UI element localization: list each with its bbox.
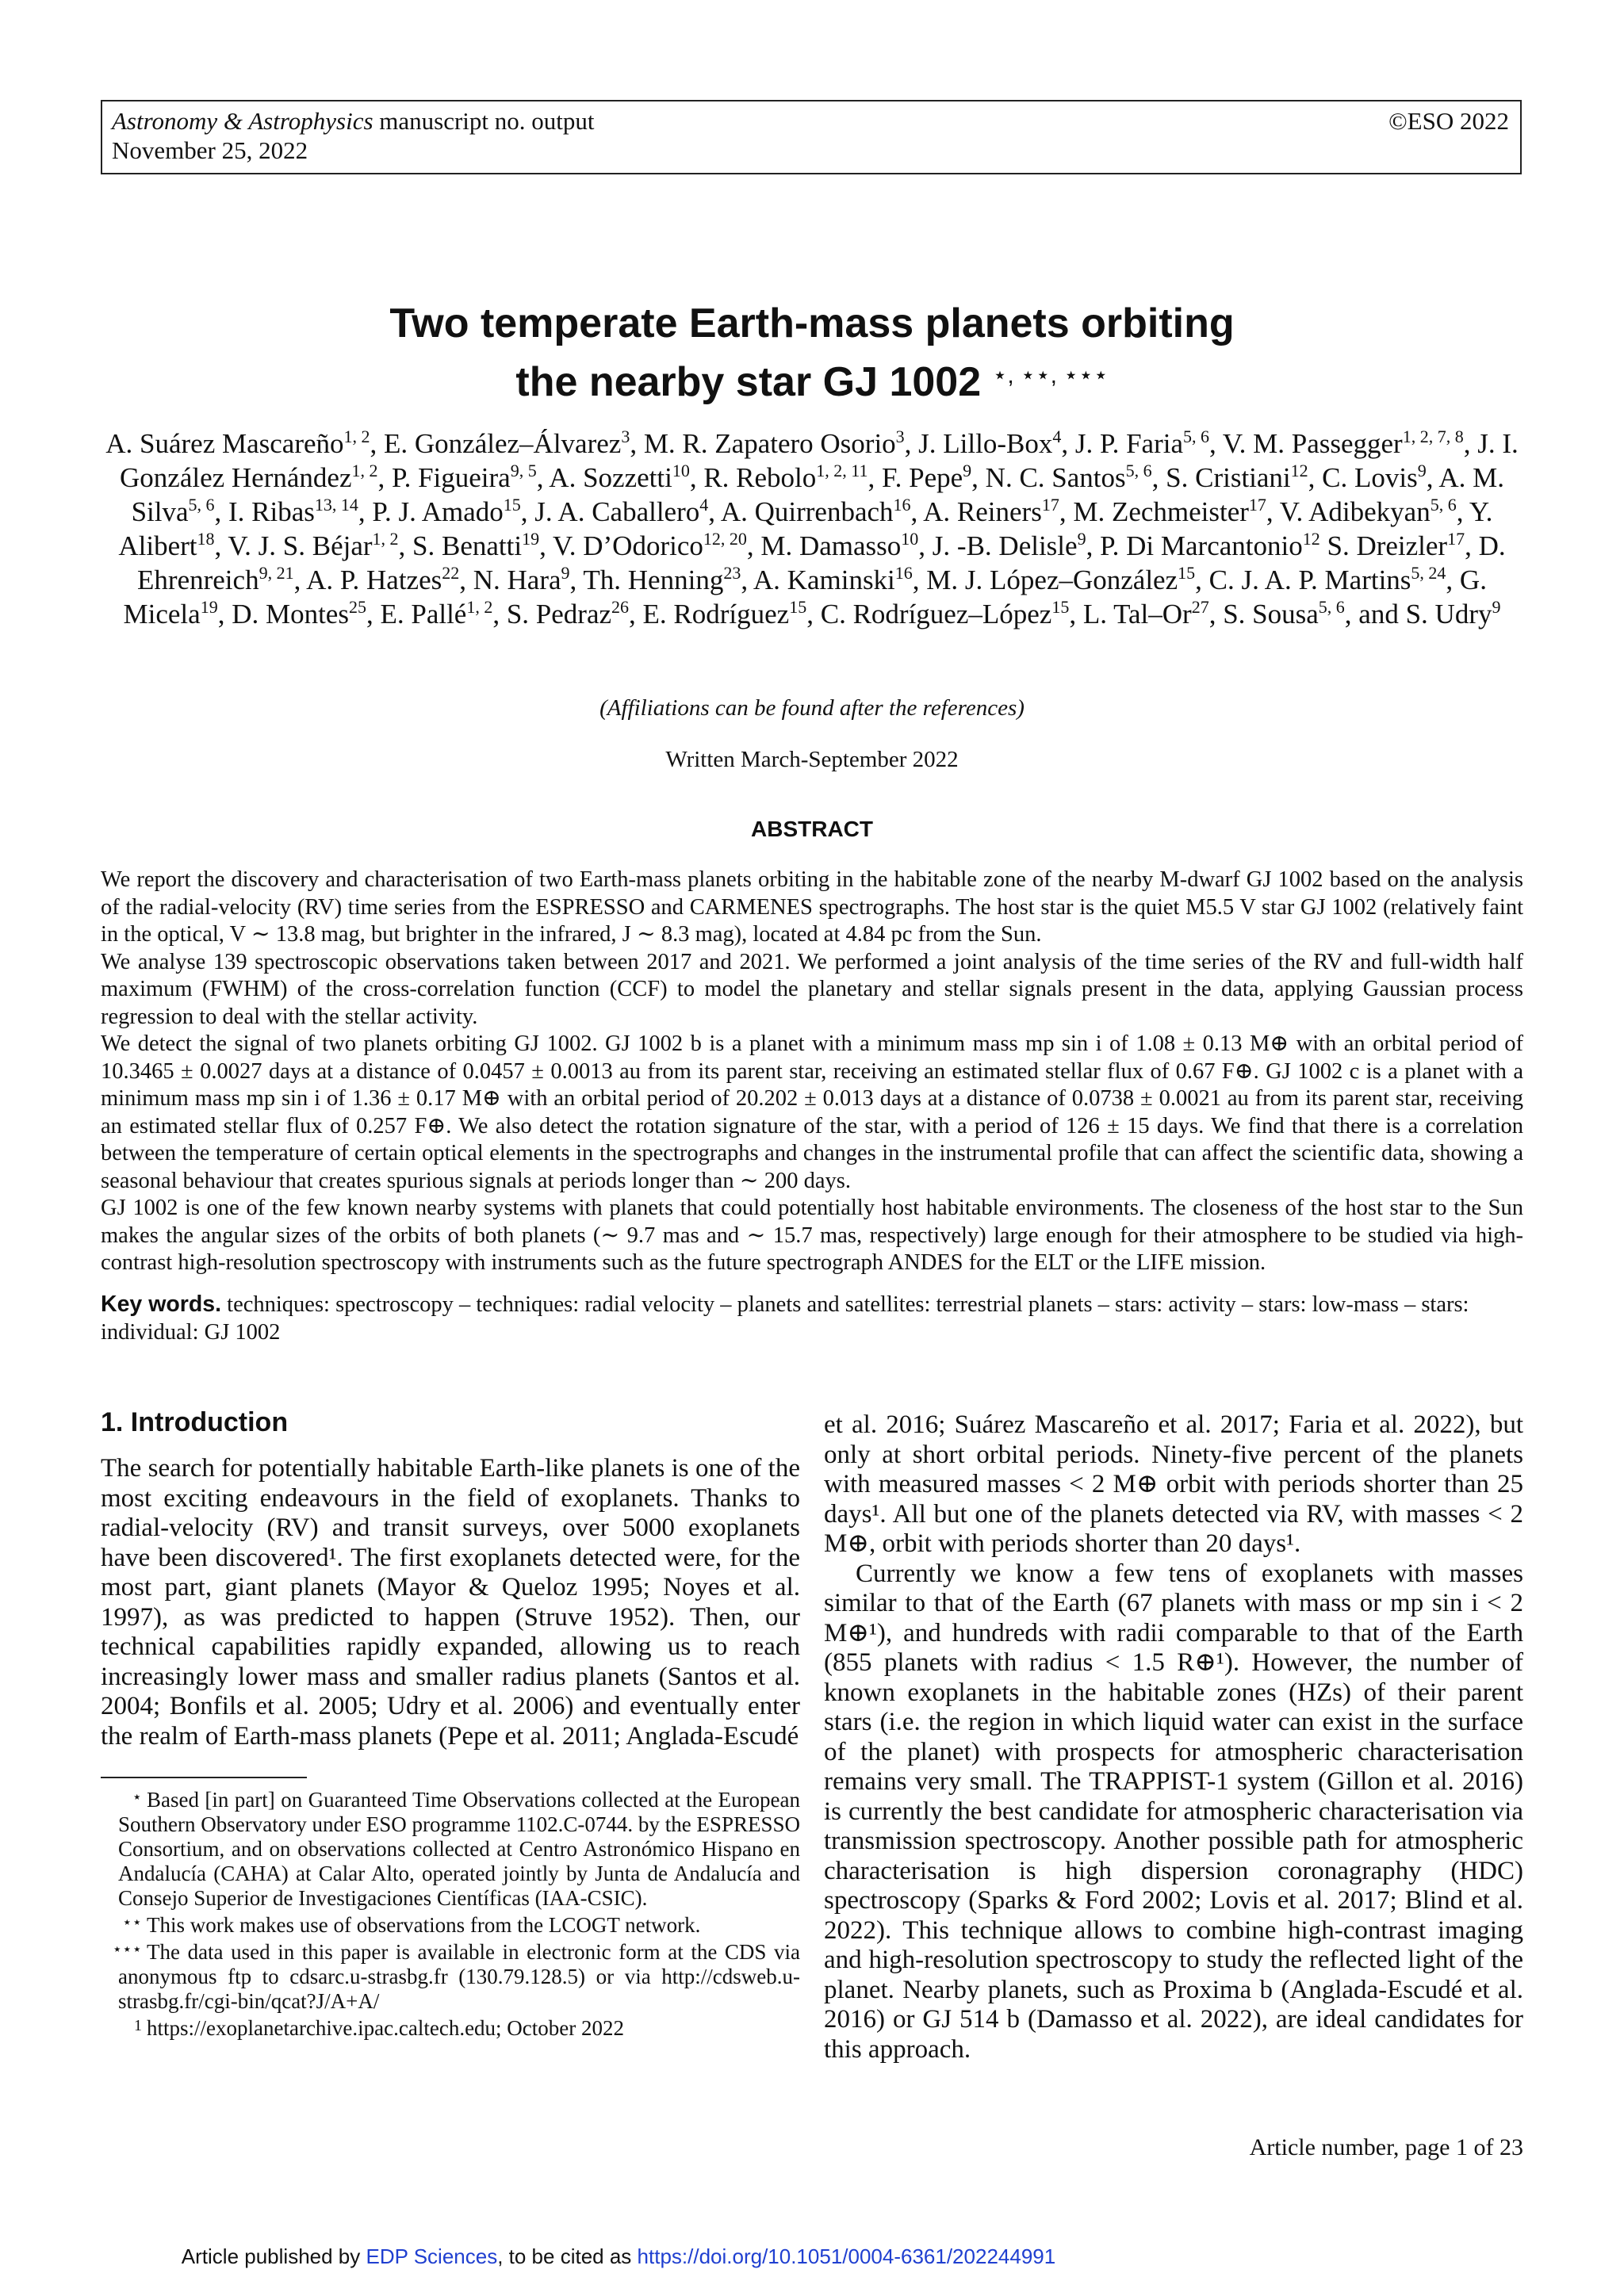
- author-affiliation: 9, 5: [510, 461, 537, 480]
- author: [703, 462, 868, 493]
- author: [380, 599, 492, 629]
- author-affiliation: 13, 14: [314, 495, 358, 515]
- author: [933, 530, 1086, 561]
- abstract-paragraph-2: We analyse 139 spectroscopic observations taken between 2017 and 2021. We performed a joint analysis of the time series of the RV and full-width half maximum (FWHM) of the cross-correlation function (CCF) to model the planetary and stellar signals present in the data, applying Gaussian process regression to deal with the stellar activity.: [101, 949, 1523, 1029]
- author-affiliation: 1, 2, 11: [816, 461, 868, 480]
- author-name: M. Damasso: [760, 530, 902, 561]
- author-affiliation: 5, 24: [1411, 563, 1446, 583]
- author-name: P. Figueira: [391, 462, 511, 493]
- author: [644, 428, 905, 459]
- author-name: C. Rodríguez–López: [820, 599, 1052, 629]
- keywords-text: techniques: spectroscopy – techniques: radial velocity – planets and satellites: terrestrial planets – stars: activity – stars: low-mass – stars: individual: GJ 1002: [101, 1292, 1469, 1345]
- copyright: ©ESO 2022: [1388, 107, 1509, 135]
- author: [553, 530, 747, 561]
- author-name: M. R. Zapatero Osorio: [643, 428, 896, 459]
- author-name: P. Di Marcantonio: [1100, 530, 1303, 561]
- title-footnote-marks: ⋆, ⋆⋆, ⋆⋆⋆: [992, 362, 1109, 388]
- author: [1327, 530, 1465, 561]
- author-name: Th. Henning: [583, 564, 724, 595]
- author-affiliation: 22: [442, 563, 460, 583]
- author-name: V. D’Odorico: [552, 530, 703, 561]
- footnote-text: Based [in part] on Guaranteed Time Observations collected at the European Southern Observatory under ESO programme 1102.C-0744. by the ESPRESSO Consortium, and on observations collected at Centro Astronómico Hispano en Andalucía (CAHA) at Calar Alto, operated jointly by Junta de Andalucía and Consejo Superior de Investigaciones Científicas (IAA-CSIC).: [118, 1788, 800, 1910]
- footnote-text: The data used in this paper is available in electronic form at the CDS via anonymous ftp to cdsarc.u-strasbg.fr (130.79.128.5) or via http://cdsweb.u-strasbg.fr/cgi-bin/qcat?J/A+A/: [118, 1940, 800, 2013]
- abstract-paragraph-1: We report the discovery and characterisation of two Earth-mass planets orbiting in the habitable zone of the nearby M-dwarf GJ 1002 based on the analysis of the radial-velocity (RV) time series from the ESPRESSO and CARMENES spectrographs. The host star is the quiet M5.5 V star GJ 1002 (relatively faint in the optical, V ∼ 13.8 mag, but brighter in the infrared, J ∼ 8.3 mag), located at 4.84 pc from the Sun.: [101, 867, 1523, 947]
- author-name: D. Ehrenreich: [137, 530, 1506, 595]
- footnote-mark: 1: [134, 2017, 142, 2034]
- author: [882, 462, 971, 493]
- author-name: S. Dreizler: [1327, 530, 1448, 561]
- author-name: E. González–Álvarez: [384, 428, 622, 459]
- author-name: A. M. Silva: [131, 462, 1504, 527]
- author-affiliation: 1, 2: [351, 461, 378, 480]
- footnote-text: This work makes use of observations from the LCOGT network.: [147, 1913, 701, 1937]
- author-affiliation: 17: [1447, 529, 1465, 549]
- author: [821, 599, 1070, 629]
- author: [926, 564, 1195, 595]
- author-name: F. Pepe: [881, 462, 963, 493]
- footnote: [101, 2014, 800, 2041]
- author-name: M. J. López–González: [926, 564, 1178, 595]
- title-line-2: the nearby star GJ 1002: [515, 359, 982, 405]
- author-affiliation: 1, 2: [372, 529, 399, 549]
- author-affiliation: 10: [672, 461, 690, 480]
- intro-paragraph-3: Currently we know a few tens of exoplanets with masses similar to that of the Earth (67 planets with mass or mp sin i < 2 M⊕¹), and hundreds with radii comparable to that of the Earth (855 planets with radius < 1.5 R⊕¹). However, the number of known exoplanets in the habitable zones (HZs) of their parent stars (i.e. the region in which liquid water can exist in the surface of the planet) with prospects for atmospheric characterisation remains very small. The TRAPPIST-1 system (Gillon et al. 2016) is currently the best candidate for atmospheric characterisation via transmission spectroscopy. Another possible path for atmospheric characterisation is high dispersion coronagraphy (HDC) spectroscopy (Sparks & Ford 2002; Lovis et al. 2017; Blind et al. 2022). This technique allows to combine high-contrast imaging and high-resolution spectroscopy to study the reflected light of the planet. Nearby planets, such as Proxima b (Anglada-Escudé et al. 2016) or GJ 514 b (Damasso et al. 2022), are ideal candidates for this approach.: [824, 1559, 1523, 2064]
- published-prefix: Article published by: [181, 2244, 366, 2268]
- author: [549, 462, 690, 493]
- author: [384, 428, 630, 459]
- author: [507, 599, 629, 629]
- author-name: A. Suárez Mascareño: [105, 428, 344, 459]
- author-affiliation: 5, 6: [1318, 597, 1345, 617]
- section-heading-introduction: 1. Introduction: [101, 1407, 289, 1437]
- author: [918, 428, 1061, 459]
- author: [721, 496, 911, 527]
- author-name: C. Lovis: [1322, 462, 1418, 493]
- journal-name: Astronomy & Astrophysics: [112, 107, 373, 135]
- author-name: J. A. Caballero: [534, 496, 700, 527]
- page-number: Article number, page 1 of 23: [1249, 2134, 1523, 2160]
- author: [228, 496, 358, 527]
- author-name: P. J. Amado: [372, 496, 504, 527]
- author-affiliation: 3: [895, 427, 905, 446]
- author-affiliation: 16: [893, 495, 911, 515]
- publisher-link[interactable]: EDP Sciences: [366, 2244, 498, 2268]
- author-affiliation: 5, 6: [1430, 495, 1457, 515]
- abstract-paragraph-3: We detect the signal of two planets orbiting GJ 1002. GJ 1002 b is a planet with a minimum mass mp sin i of 1.08 ± 0.13 M⊕ with an orbital period of 10.3465 ± 0.0027 days at a distance of 0.0457 ± 0.0013 au from its parent star, receiving an estimated stellar flux of 0.67 F⊕. GJ 1002 c is a planet with a minimum mass mp sin i of 1.36 ± 0.17 M⊕ with an orbital period of 20.202 ± 0.013 days at a distance of 0.0738 ± 0.0021 au from its parent star, receiving an estimated stellar flux of 0.257 F⊕. We also detect the rotation signature of the star, with a period of 126 ± 15 days. We find that there is a correlation between the temperature of certain optical elements in the spectrographs and changes in the instrumental profile that can affect the scientific data, showing a seasonal behaviour that creates spurious signals at periods longer than ∼ 200 days.: [101, 1031, 1523, 1193]
- footnote-mark: ⋆: [132, 1789, 142, 1806]
- author-affiliation: 9: [963, 461, 972, 480]
- author: [1075, 428, 1209, 459]
- author: [1223, 599, 1345, 629]
- author-affiliation: 9: [1492, 597, 1501, 617]
- author-affiliation: 25: [348, 597, 366, 617]
- journal-header: [101, 100, 1522, 174]
- footnote: [101, 1785, 800, 1911]
- abstract-paragraph-4: GJ 1002 is one of the few known nearby systems with planets that could potentially host habitable environments. The closeness of the host star to the Sun makes the angular sizes of the orbits of both planets (∼ 9.7 mas and ∼ 15.7 mas, respectively) large enough for their atmosphere to be studied via high-contrast high-resolution spectroscopy with instruments such as the future spectrograph ANDES for the ELT or the LIFE mission.: [101, 1196, 1523, 1275]
- keywords-label: Key words.: [101, 1292, 222, 1317]
- published-middle: , to be cited as: [497, 2244, 638, 2268]
- author-name: E. Pallé: [380, 599, 467, 629]
- author-name: A. P. Hatzes: [306, 564, 442, 595]
- footnote-rule: [101, 1777, 307, 1778]
- author-affiliation: 15: [789, 597, 807, 617]
- author-name: Y. Alibert: [118, 496, 1493, 561]
- author-name: A. Quirrenbach: [720, 496, 894, 527]
- author-affiliation: 23: [723, 563, 741, 583]
- right-column: [824, 1410, 1523, 2064]
- author: [1223, 428, 1464, 459]
- author-name: E. Rodríguez: [642, 599, 790, 629]
- author: [1100, 530, 1320, 561]
- author-name: S. Cristiani: [1166, 462, 1291, 493]
- author-name: I. Ribas: [228, 496, 315, 527]
- author: [534, 496, 708, 527]
- author-name: G. Micela: [123, 564, 1487, 629]
- author-affiliation: 5, 6: [188, 495, 215, 515]
- author-affiliation: 9: [1417, 461, 1427, 480]
- author-affiliation: 12, 20: [703, 529, 747, 549]
- author-name: C. J. A. P. Martins: [1208, 564, 1411, 595]
- author-name: A. Kaminski: [753, 564, 895, 595]
- author: [583, 564, 741, 595]
- author-affiliation: 15: [503, 495, 521, 515]
- author: [1073, 496, 1266, 527]
- author-name: S. Pedraz: [506, 599, 612, 629]
- author-name: J. I. González Hernández: [120, 428, 1519, 493]
- author: [1209, 564, 1446, 595]
- keywords: [101, 1291, 1523, 1346]
- author-affiliation: 9: [1077, 529, 1086, 549]
- author-name: V. M. Passegger: [1222, 428, 1403, 459]
- author-name: S. Sousa: [1223, 599, 1319, 629]
- author-affiliation: 12: [1290, 461, 1308, 480]
- manuscript-id: manuscript no. output: [373, 107, 595, 135]
- author-affiliation: 26: [611, 597, 630, 617]
- author: [412, 530, 539, 561]
- author-name: V. J. S. Béjar: [228, 530, 373, 561]
- author-name: N. Hara: [473, 564, 561, 595]
- author-name: S. Benatti: [412, 530, 523, 561]
- author: [372, 496, 520, 527]
- author: [392, 462, 537, 493]
- written-date: Written March-September 2022: [665, 747, 959, 772]
- footnote-mark: ⋆⋆: [121, 1914, 142, 1931]
- author-list: A. Suárez Mascareño$^{1, 2}$, E. González–Álvarez$^3$, M. R. Zapatero Osorio$^3$, J. Lillo-Box$^4$, J. P. Faria$^{5, 6}$, V. M. Passegger$^{1, 2, 7, 8}$, J. I. González Hernández$^{1, 2}$, P. Figueira$^{9, 5}$, A. Sozzetti$^{10}$, R. Rebolo$^{1, 2, 11}$, F. Pepe$^9$, N. C. Santos$^{5, 6}$, S. Cristiani$^{12}$, C. Lovis$^9$, A. M. Silva$^{5, 6}$, I. Ribas$^{13, 14}$, P. J. Amado$^{15}$, J. A. Caballero$^4$, A. Quirrenbach$^{16}$, A. Reiners$^{17}$, M. Zechmeister$^{17}$, V. Adibekyan$^{5, 6}$, Y. Alibert$^{18}$, V. J. S. Béjar$^{1, 2}$, S. Benatti$^{19}$, V. D’Odorico$^{12, 20}$, M. Damasso$^{10}$, J. -B. Delisle$^9$, P. Di Marcantonio$^{12}$ S. Dreizler$^{17}$, D. Ehrenreich$^{9, 21}$, A. P. Hatzes$^{22}$, N. Hara$^9$, Th. Henning$^{23}$, A. Kaminski$^{16}$, M. J. López–González$^{15}$, C. J. A. P. Martins$^{5, 24}$, G. Micela$^{19}$, D. Montes$^{25}$, E. Pallé$^{1, 2}$, S. Pedraz$^{26}$, E. Rodríguez$^{15}$, C. Rodríguez–López$^{15}$, L. Tal–Or$^{27}$, S. Sousa$^{5, 6}$, and S. Udry$^9$: [105, 427, 1519, 629]
- author: [232, 599, 366, 629]
- author-affiliation: 19: [522, 529, 540, 549]
- intro-paragraph-2: et al. 2016; Suárez Mascareño et al. 2017; Faria et al. 2022), but only at short orbital periods. Ninety-five percent of the planets with measured masses < 2 M⊕ orbit with periods shorter than 25 days¹. All but one of the planets detected via RV, with masses < 2 M⊕, orbit with periods shorter than 20 days¹.: [824, 1410, 1523, 1558]
- author: [473, 564, 570, 595]
- left-column: [101, 1454, 800, 1751]
- title-line-1: Two temperate Earth-mass planets orbiting: [389, 300, 1235, 346]
- author: [1083, 599, 1209, 629]
- author-name: R. Rebolo: [703, 462, 817, 493]
- author-name: D. Montes: [232, 599, 349, 629]
- author-affiliation: 1, 2, 7, 8: [1402, 427, 1464, 446]
- author-affiliation: 1, 2: [343, 427, 370, 446]
- author-name: J. -B. Delisle: [932, 530, 1078, 561]
- author-name: J. Lillo-Box: [918, 428, 1053, 459]
- abstract-heading: ABSTRACT: [751, 817, 873, 841]
- author-affiliation: 19: [200, 597, 218, 617]
- author-affiliation: 9, 21: [259, 563, 294, 583]
- author: [643, 599, 807, 629]
- author: [105, 428, 370, 459]
- footnote: [101, 1911, 800, 1938]
- author-name: A. Sozzetti: [549, 462, 672, 493]
- author-name: J. P. Faria: [1074, 428, 1183, 459]
- author-affiliation: 3: [621, 427, 630, 446]
- author-affiliation: 15: [1051, 597, 1070, 617]
- author-affiliation: 4: [1052, 427, 1062, 446]
- author: [1406, 599, 1501, 629]
- author-affiliation: 27: [1191, 597, 1209, 617]
- author: [760, 530, 918, 561]
- author: [1322, 462, 1427, 493]
- author-name: M. Zechmeister: [1073, 496, 1249, 527]
- author-name: S. Udry: [1405, 599, 1492, 629]
- author-affiliation: 4: [699, 495, 709, 515]
- author-affiliation: 5, 6: [1125, 461, 1152, 480]
- author-name: N. C. Santos: [985, 462, 1126, 493]
- author-affiliation: 9: [561, 563, 570, 583]
- author-affiliation: 1, 2: [466, 597, 493, 617]
- paper-title: [0, 297, 1624, 408]
- author: [228, 530, 398, 561]
- affiliations-note: (Affiliations can be found after the references): [599, 695, 1025, 721]
- doi-link[interactable]: https://doi.org/10.1051/0004-6361/202244991: [637, 2244, 1056, 2268]
- author: [1280, 496, 1457, 527]
- author-name: V. Adibekyan: [1279, 496, 1431, 527]
- author-affiliation: 17: [1041, 495, 1059, 515]
- author: [923, 496, 1059, 527]
- author-affiliation: 10: [901, 529, 919, 549]
- header-date: November 25, 2022: [112, 136, 308, 164]
- author-affiliation: 16: [894, 563, 913, 583]
- footnote-text: https://exoplanetarchive.ipac.caltech.edu; October 2022: [147, 2016, 625, 2040]
- author-affiliation: 5, 6: [1182, 427, 1209, 446]
- published-notice: [0, 2244, 1237, 2269]
- intro-paragraph-1: The search for potentially habitable Earth-like planets is one of the most exciting endeavours in the field of exoplanets. Thanks to radial-velocity (RV) and transit surveys, over 5000 exoplanets have been discovered¹. The first exoplanets detected were, for the most part, giant planets (Mayor & Queloz 1995; Noyes et al. 1997), as was predicted to happen (Struve 1952). Then, our technical capabilities rapidly expanded, allowing us to reach increasingly lower mass and smaller radius planets (Santos et al. 2004; Bonfils et al. 2005; Udry et al. 2006) and eventually enter the realm of Earth-mass planets (Pepe et al. 2011; Anglada-Escudé: [101, 1454, 800, 1751]
- abstract: [101, 867, 1523, 1277]
- footnote-mark: ⋆⋆⋆: [112, 1941, 142, 1958]
- author-name: A. Reiners: [923, 496, 1042, 527]
- author-affiliation: 18: [197, 529, 215, 549]
- author-affiliation: 15: [1178, 563, 1196, 583]
- author-affiliation: 17: [1248, 495, 1266, 515]
- author-name: L. Tal–Or: [1082, 599, 1192, 629]
- footnotes: [101, 1785, 800, 2041]
- author: [306, 564, 459, 595]
- author: [986, 462, 1152, 493]
- author: [1166, 462, 1308, 493]
- author-affiliation: 12: [1302, 529, 1320, 549]
- footnote: [101, 1938, 800, 2014]
- author: [753, 564, 913, 595]
